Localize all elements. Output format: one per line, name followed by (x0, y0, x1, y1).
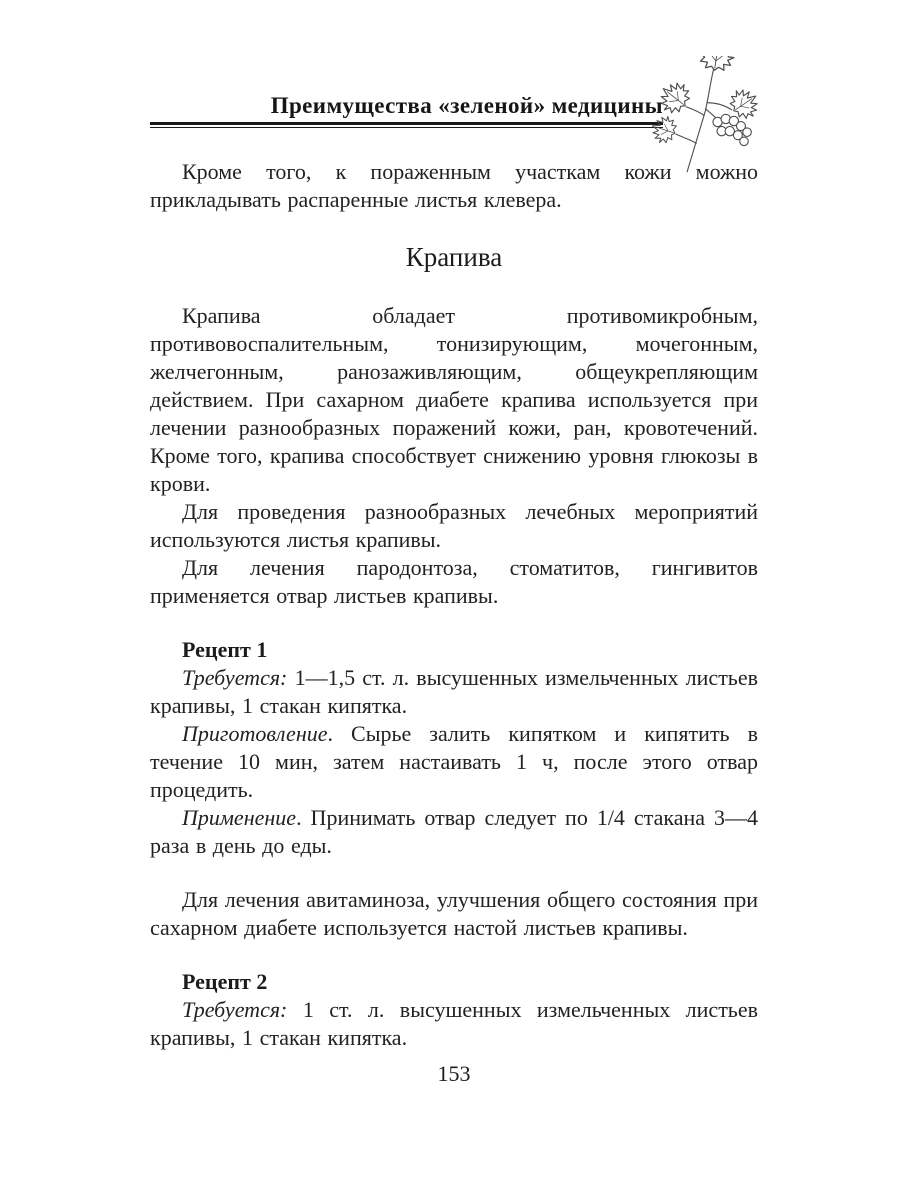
recipe-2-requires (150, 996, 758, 1052)
page-body (150, 158, 758, 1078)
running-title: Преимущества «зеленой» медицины (270, 93, 663, 118)
recipe-2-title: Рецепт 2 (182, 969, 268, 994)
preparation-label: Приготовление (182, 721, 328, 746)
application-label: Применение (182, 805, 297, 830)
paragraph-nettle-infusion-use: Для лечения авитаминоза, улучшения общего состояния при сахарном диабете используется настой листьев крапивы. (150, 887, 758, 940)
recipe-1-application (150, 804, 758, 860)
recipe-1 (150, 636, 758, 860)
recipe-1-preparation (150, 720, 758, 804)
paragraph-nettle-decoction-use: Для лечения пародонтоза, стоматитов, гингивитов применяется отвар листьев крапивы. (150, 555, 758, 608)
page-header (150, 93, 663, 128)
requires-text: 1 ст. л. высушенных измельченных листьев крапивы, 1 стакан кипятка. (150, 997, 758, 1050)
paragraph-nettle-properties: Крапива обладает противомикробным, противовоспалительным, тонизирующим, мочегонным, желчегонным, ранозаживляющим, общеукрепляющим действием. При сахарном диабете крапива используется при лечении разнообразных поражений кожи, ран, кровотечений. Кроме того, крапива способствует снижению уровня глюкозы в крови. (150, 303, 758, 496)
paragraph-nettle-leaves-use: Для проведения разнообразных лечебных мероприятий используются листья крапивы. (150, 499, 758, 552)
recipe-1-requires (150, 664, 758, 720)
requires-label: Требуется: (182, 665, 288, 690)
preparation-text: . Сырье залить кипятком и кипятить в течение 10 мин, затем настаивать 1 ч, после этого отвар процедить. (150, 721, 758, 802)
application-text: . Принимать отвар следует по 1/4 стакана 3—4 раза в день до еды. (150, 805, 758, 858)
page-number: 153 (437, 1061, 471, 1086)
header-rule-thick (150, 122, 663, 125)
requires-label: Требуется: (182, 997, 288, 1022)
intro-paragraph: Кроме того, к пораженным участкам кожи можно прикладывать распаренные листья клевера. (150, 159, 758, 212)
recipe-1-title: Рецепт 1 (182, 637, 268, 662)
recipe-2 (150, 968, 758, 1052)
header-rule-thin (150, 127, 663, 128)
requires-text: 1—1,5 ст. л. высушенных измельченных листьев крапивы, 1 стакан кипятка. (150, 665, 758, 718)
section-title-nettle: Крапива (405, 242, 503, 272)
